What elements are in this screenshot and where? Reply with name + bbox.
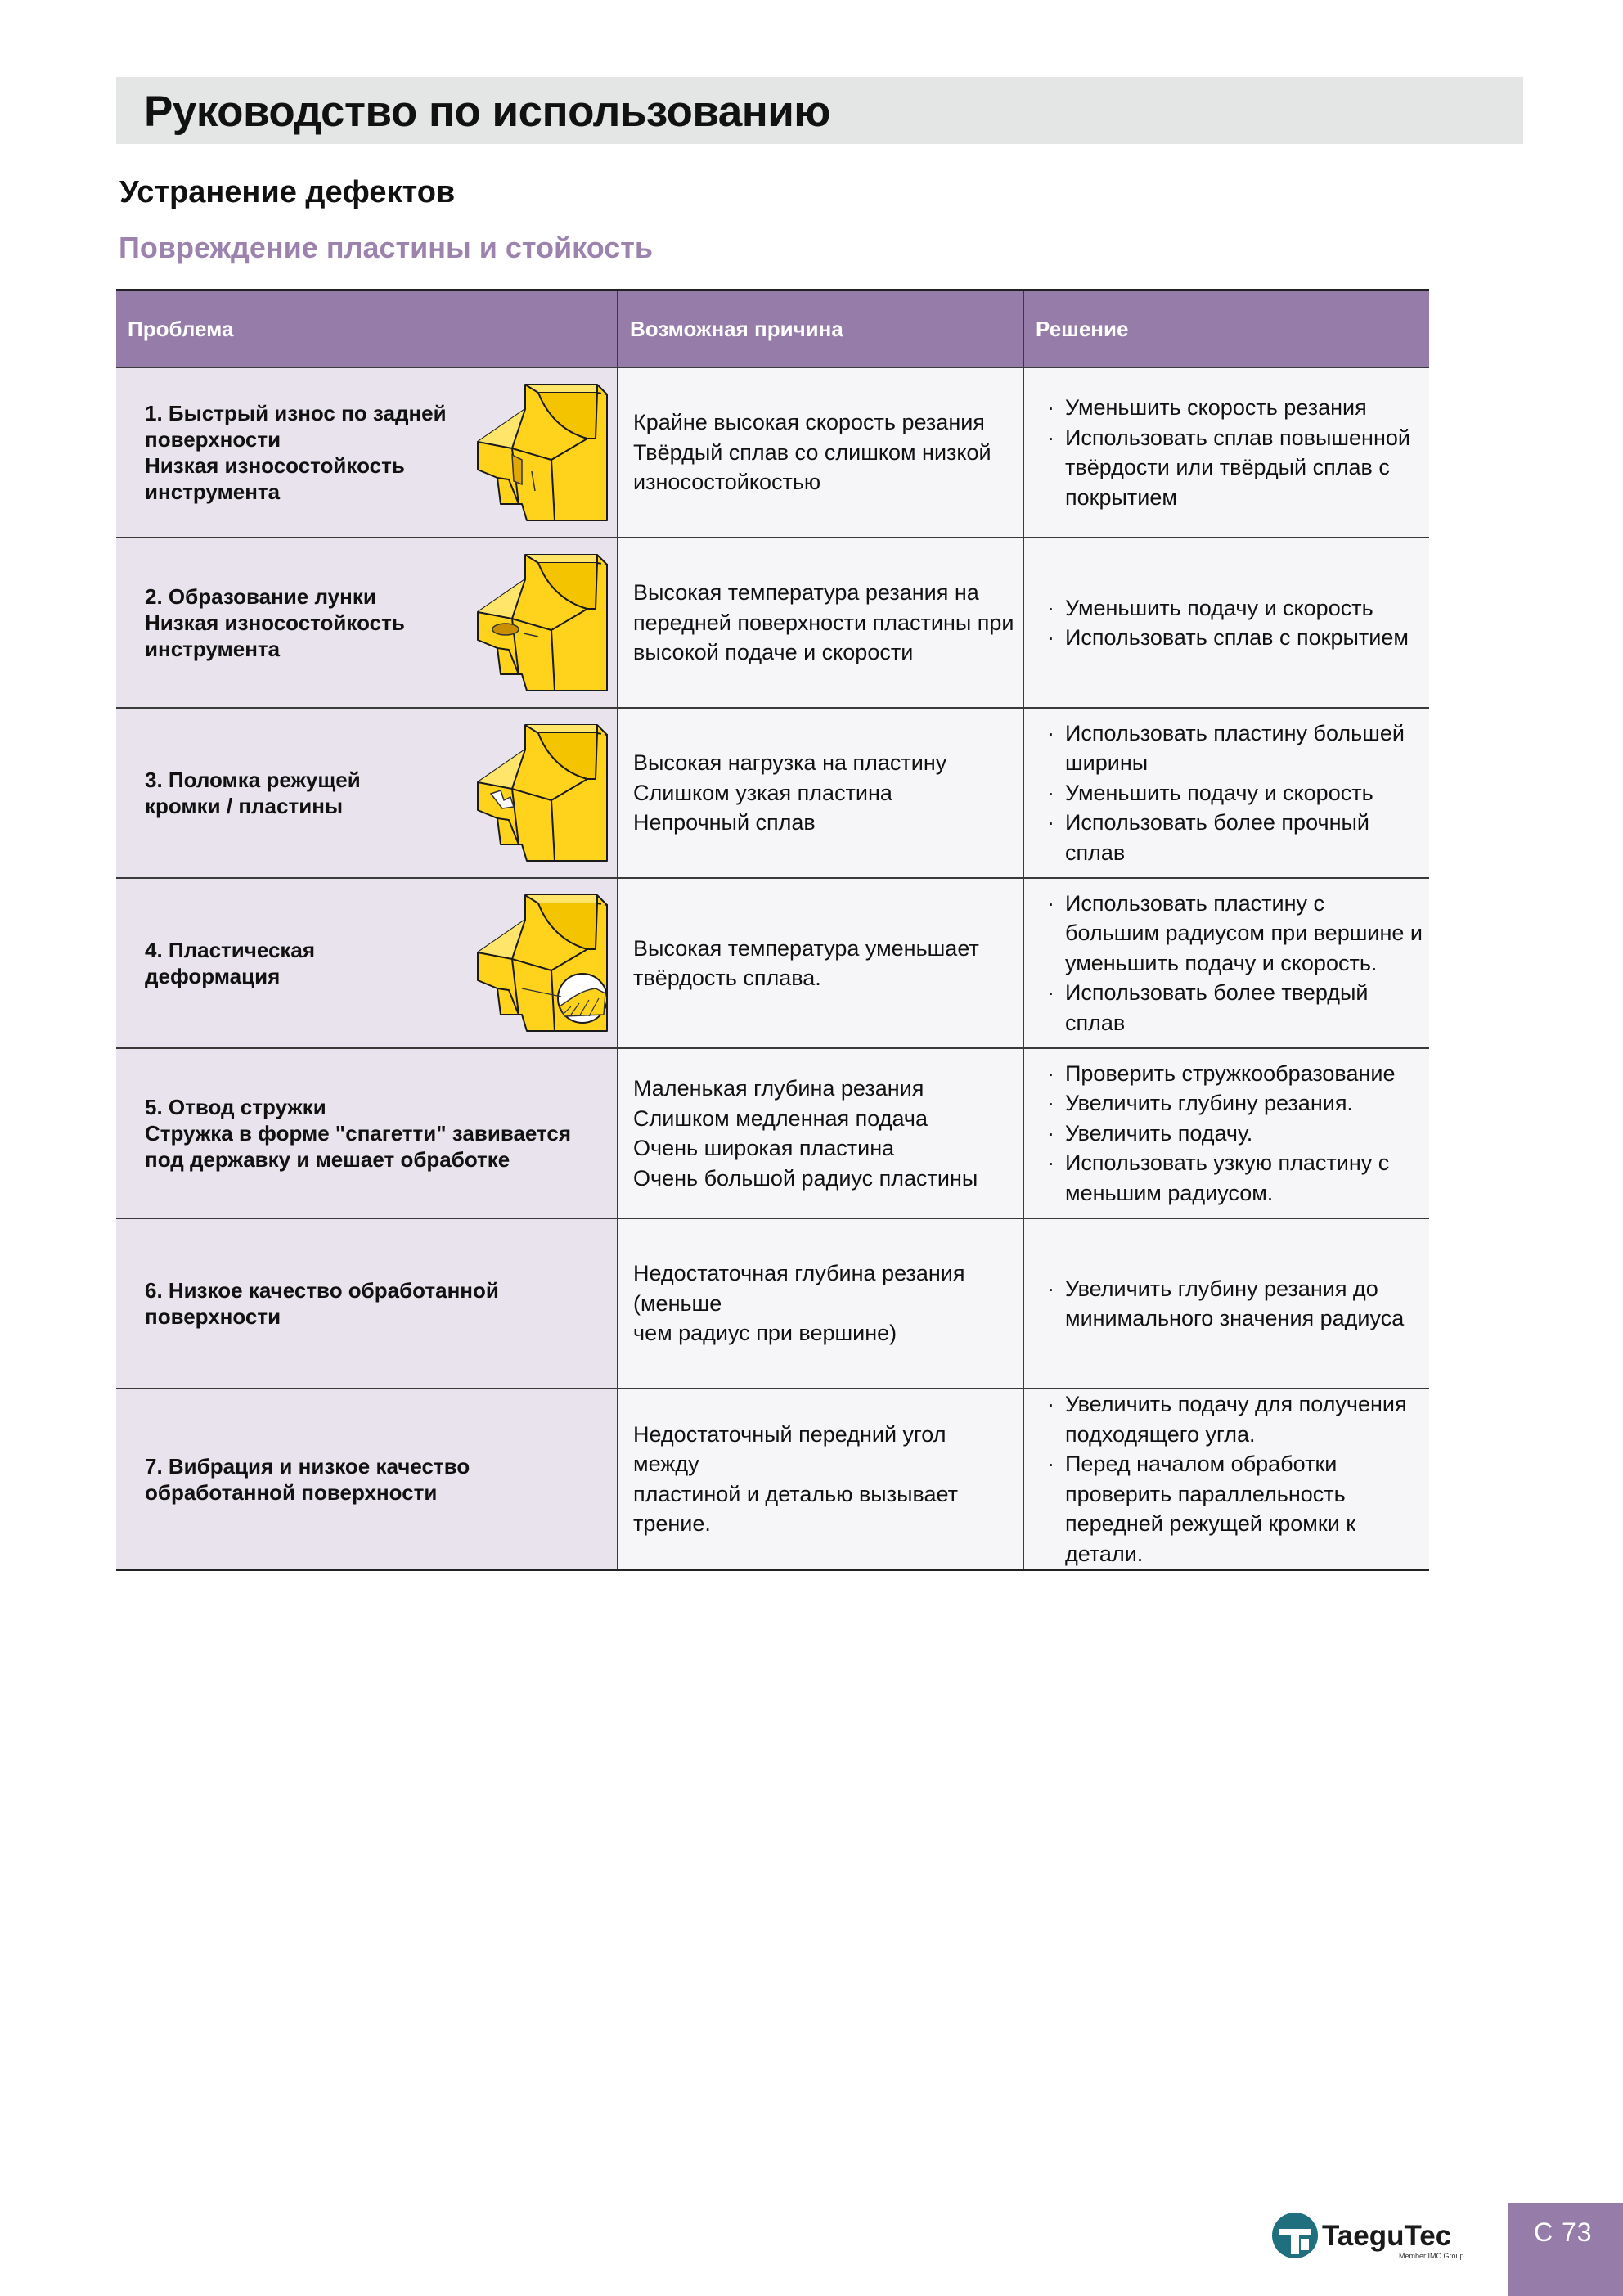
- cause-line: Твёрдый сплав со слишком низкой: [633, 439, 991, 465]
- section-subtitle: Повреждение пластины и стойкость: [119, 231, 654, 264]
- solution-item: · Использовать сплав с покрытием: [1065, 623, 1424, 653]
- cause-line: Непрочный сплав: [633, 810, 816, 835]
- solution-list: [1024, 889, 1429, 1038]
- edge-breakage-insert-icon: [473, 722, 610, 866]
- cause-line: Недостаточный передний угол между: [633, 1421, 946, 1476]
- problem-text: [116, 767, 464, 819]
- cause-line: Маленькая глубина резания: [633, 1076, 924, 1101]
- taegutec-logo: [1268, 2209, 1472, 2267]
- problem-line: Стружка в форме "спагетти" завивается: [145, 1121, 572, 1146]
- cause-line: Очень большой радиус пластины: [633, 1165, 978, 1191]
- cause-line: пластиной и деталью вызывает трение.: [633, 1481, 959, 1536]
- solution-cell: [1023, 708, 1429, 878]
- problem-text: [116, 1277, 603, 1330]
- solution-item: · Уменьшить скорость резания: [1065, 393, 1424, 423]
- cause-text: [618, 1074, 1023, 1193]
- column-header-solution: Решение: [1023, 290, 1429, 368]
- table-row: [116, 1048, 1429, 1218]
- solution-item: · Увеличить подачу для получения подходящего угла.: [1065, 1389, 1424, 1449]
- problem-line: инструмента: [145, 479, 281, 504]
- page-header-band: [116, 77, 1523, 144]
- solution-item: · Уменьшить подачу и скорость: [1065, 593, 1424, 624]
- problem-line: 5. Отвод стружки: [145, 1095, 326, 1119]
- crater-wear-insert-icon: [473, 551, 610, 696]
- problem-cell: [116, 1048, 618, 1218]
- cause-cell: [618, 538, 1023, 708]
- problem-line: 6. Низкое качество обработанной: [145, 1278, 499, 1303]
- solution-list: [1024, 718, 1429, 868]
- solution-item: · Увеличить глубину резания до минимального значения радиуса: [1065, 1274, 1424, 1334]
- problem-line: Низкая износостойкость: [145, 610, 405, 635]
- problem-text: [116, 1094, 603, 1173]
- cause-line: Высокая нагрузка на пластину: [633, 750, 947, 776]
- cause-line: Слишком узкая пластина: [633, 780, 892, 805]
- table-row: [116, 538, 1429, 708]
- cause-text: [618, 1258, 1023, 1348]
- solution-cell: [1023, 367, 1429, 538]
- solution-item: · Использовать более прочный сплав: [1065, 808, 1424, 867]
- problem-line: обработанной поверхности: [145, 1479, 438, 1505]
- table-row: [116, 1218, 1429, 1389]
- cause-line: износостойкостью: [633, 470, 821, 495]
- problem-cell: [116, 878, 618, 1048]
- section-title: Устранение дефектов: [119, 175, 456, 209]
- problem-line: 3. Поломка режущей: [145, 768, 361, 792]
- solution-item: · Использовать более твердый сплав: [1065, 978, 1424, 1038]
- problem-line: под державку и мешает обработке: [145, 1147, 510, 1172]
- page-title: Руководство по использованию: [144, 88, 831, 136]
- solution-cell: [1023, 1389, 1429, 1570]
- solution-item: · Увеличить подачу.: [1065, 1119, 1424, 1149]
- cause-line: Недостаточная глубина резания (меньше: [633, 1261, 965, 1316]
- solution-item: · Использовать пластину с большим радиусом при вершине и уменьшить подачу и скорость.: [1065, 889, 1424, 979]
- cause-line: передней поверхности пластины при: [633, 610, 1014, 635]
- problem-cell: [116, 708, 618, 878]
- cause-text: [618, 407, 1023, 497]
- problem-line: деформация: [145, 964, 281, 988]
- solution-cell: [1023, 878, 1429, 1048]
- cause-line: Очень широкая пластина: [633, 1136, 895, 1160]
- problem-cell: [116, 367, 618, 538]
- solution-list: [1024, 593, 1429, 653]
- cause-cell: [618, 367, 1023, 538]
- flank-wear-insert-icon: [473, 381, 610, 525]
- table-row: [116, 878, 1429, 1048]
- problem-line: кромки / пластины: [145, 794, 344, 818]
- cause-cell: [618, 708, 1023, 878]
- solution-item: · Увеличить глубину резания.: [1065, 1088, 1424, 1119]
- problem-text: [116, 1453, 603, 1506]
- problem-cell: [116, 1218, 618, 1389]
- solution-item: · Использовать узкую пластину с меньшим радиусом.: [1065, 1148, 1424, 1208]
- solution-list: [1024, 393, 1429, 512]
- cause-text: [618, 1420, 1023, 1539]
- problem-cell: [116, 538, 618, 708]
- plastic-deformation-insert-icon: [473, 892, 610, 1036]
- problem-line: инструмента: [145, 637, 281, 661]
- logo-text: TaeguTec: [1322, 2220, 1452, 2252]
- solution-cell: [1023, 1048, 1429, 1218]
- cause-line: твёрдость сплава.: [633, 966, 821, 990]
- problem-line: 4. Пластическая: [145, 938, 316, 962]
- page-number-tab: [1508, 2203, 1623, 2296]
- cause-line: Высокая температура уменьшает: [633, 935, 979, 961]
- cause-line: чем радиус при вершине): [633, 1321, 897, 1346]
- table-row: [116, 367, 1429, 538]
- cause-text: [618, 748, 1023, 838]
- solution-cell: [1023, 538, 1429, 708]
- solution-list: [1024, 1059, 1429, 1209]
- problem-line: поверхности: [145, 427, 281, 452]
- cause-text: [618, 578, 1023, 668]
- solution-item: · Уменьшить подачу и скорость: [1065, 778, 1424, 808]
- problem-line: Низкая износостойкость: [145, 453, 405, 478]
- solution-item: · Проверить стружкообразование: [1065, 1059, 1424, 1089]
- problem-text: [116, 400, 464, 505]
- cause-cell: [618, 1389, 1023, 1570]
- solution-cell: [1023, 1218, 1429, 1389]
- defects-table: [116, 289, 1429, 1571]
- problem-line: 2. Образование лунки: [145, 584, 376, 609]
- problem-cell: [116, 1389, 618, 1570]
- cause-line: Слишком медленная подача: [633, 1105, 928, 1131]
- problem-line: 1. Быстрый износ по задней: [145, 401, 447, 425]
- logo-subtext: Member IMC Group: [1399, 2252, 1464, 2260]
- solution-item: · Использовать пластину большей ширины: [1065, 718, 1424, 778]
- cause-line: высокой подаче и скорости: [633, 640, 914, 665]
- solution-list: [1024, 1274, 1429, 1334]
- solution-item: · Перед началом обработки проверить параллельность передней режущей кромки к детали.: [1065, 1449, 1424, 1569]
- problem-line: поверхности: [145, 1304, 281, 1329]
- table-header-row: [116, 290, 1429, 368]
- solution-list: [1024, 1389, 1429, 1569]
- cause-line: Высокая температура резания на: [633, 580, 979, 606]
- cause-line: Крайне высокая скорость резания: [633, 410, 985, 435]
- page-number: C 73: [1534, 2217, 1593, 2247]
- table-row: [116, 1389, 1429, 1570]
- problem-text: [116, 583, 464, 662]
- cause-cell: [618, 1048, 1023, 1218]
- cause-text: [618, 934, 1023, 993]
- cause-cell: [618, 1218, 1023, 1389]
- table-row: [116, 708, 1429, 878]
- cause-cell: [618, 878, 1023, 1048]
- problem-line: 7. Вибрация и низкое качество: [145, 1453, 470, 1479]
- column-header-cause: Возможная причина: [618, 290, 1023, 368]
- solution-item: · Использовать сплав повышенной твёрдости или твёрдый сплав с покрытием: [1065, 423, 1424, 513]
- problem-text: [116, 937, 464, 989]
- column-header-problem: Проблема: [116, 290, 618, 368]
